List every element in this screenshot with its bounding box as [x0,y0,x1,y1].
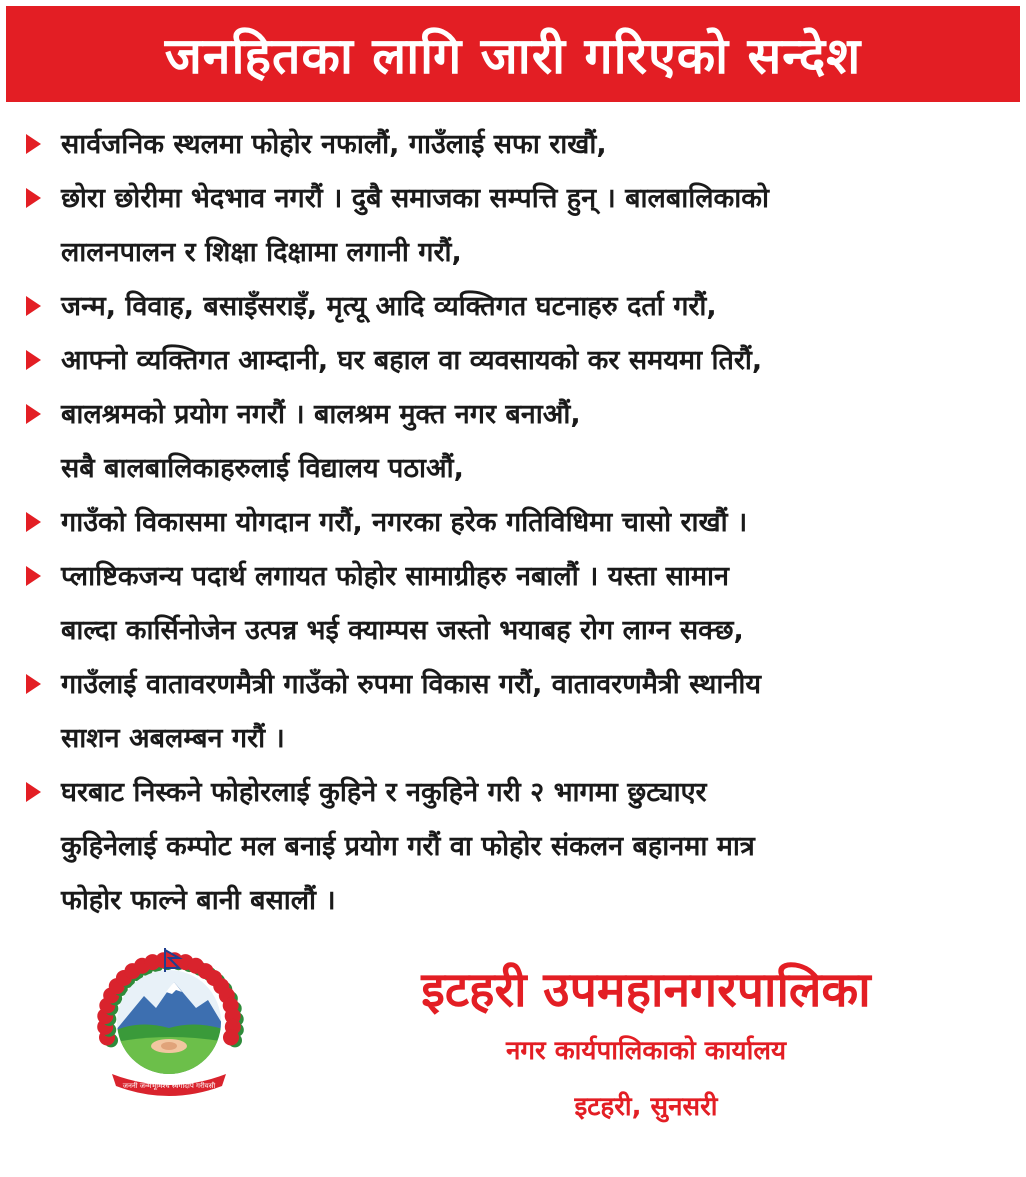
bullet-arrow-icon [26,188,41,208]
bullet-arrow-icon [26,134,41,154]
message-list [26,118,1011,928]
bullet-arrow-icon [26,404,41,424]
emblem-motto: जननी जन्मभूमिश्च स्वर्गादपि गरीयसी [122,1082,216,1090]
bullet-arrow-icon [26,296,41,316]
message-text [61,496,1011,550]
header-banner [6,6,1020,102]
message-text [61,388,1011,496]
message-line: सबै बालबालिकाहरुलाई विद्यालय पठाऔं, [61,453,464,484]
message-text [61,550,1011,658]
message-line: छोरा छोरीमा भेदभाव नगरौं । दुबै समाजका सम्पत्ति हुन् । बालबालिकाको [61,183,770,214]
message-item [26,118,1011,172]
message-line: बाल्दा कार्सिनोजेन उत्पन्न भई क्याम्पस जस्तो भयाबह रोग लाग्न सक्छ, [61,615,744,646]
bullet-arrow-icon [26,782,41,802]
bullet-arrow-icon [26,350,41,370]
message-text [61,658,1011,766]
message-line: साशन अबलम्बन गरौं । [61,723,285,754]
message-item [26,658,1011,766]
message-line: घरबाट निस्कने फोहोरलाई कुहिने र नकुहिने गरी २ भागमा छुट्याएर [61,777,707,808]
message-line: सार्वजनिक स्थलमा फोहोर नफालौं, गाउँलाई सफा राखौं, [61,129,607,160]
office-location: इटहरी, सुनसरी [574,1092,718,1122]
municipality-title: इटहरी उपमहानगरपालिका [421,962,871,1018]
nepal-emblem-icon [86,946,252,1102]
message-text [61,280,1011,334]
message-text [61,334,1011,388]
message-line: लालनपालन र शिक्षा दिक्षामा लगानी गरौं, [61,237,462,268]
message-line: बालश्रमको प्रयोग नगरौं । बालश्रम मुक्त नगर बनाऔं, [61,399,581,430]
message-text [61,766,1011,928]
message-item [26,280,1011,334]
message-line: कुहिनेलाई कम्पोट मल बनाई प्रयोग गरौं वा फोहोर संकलन बहानमा मात्र [61,831,755,862]
message-text [61,172,1011,280]
message-line: प्लाष्टिकजन्य पदार्थ लगायत फोहोर सामाग्रीहरु नबालौं । यस्ता सामान [61,561,730,592]
message-item [26,550,1011,658]
bullet-arrow-icon [26,566,41,586]
office-subtitle: नगर कार्यपालिकाको कार्यालय [505,1036,787,1066]
message-item [26,334,1011,388]
message-line: आफ्नो व्यक्तिगत आम्दानी, घर बहाल वा व्यवसायको कर समयमा तिरौं, [61,345,763,376]
message-line: गाउँलाई वातावरणमैत्री गाउँको रुपमा विकास गरौं, वातावरणमैत्री स्थानीय [61,669,762,700]
message-item [26,766,1011,928]
message-item [26,388,1011,496]
message-line: जन्म, विवाह, बसाइँसराइँ, मृत्यू आदि व्यक्तिगत घटनाहरु दर्ता गरौं, [61,291,717,322]
bullet-arrow-icon [26,674,41,694]
message-line: फोहोर फाल्ने बानी बसालौं । [61,885,336,916]
message-line: गाउँको विकासमा योगदान गरौं, नगरका हरेक गतिविधिमा चासो राखौं । [61,507,748,538]
bullet-arrow-icon [26,512,41,532]
message-item [26,496,1011,550]
message-item [26,172,1011,280]
message-text [61,118,1011,172]
page-title: जनहितका लागि जारी गरिएको सन्देश [164,27,862,85]
